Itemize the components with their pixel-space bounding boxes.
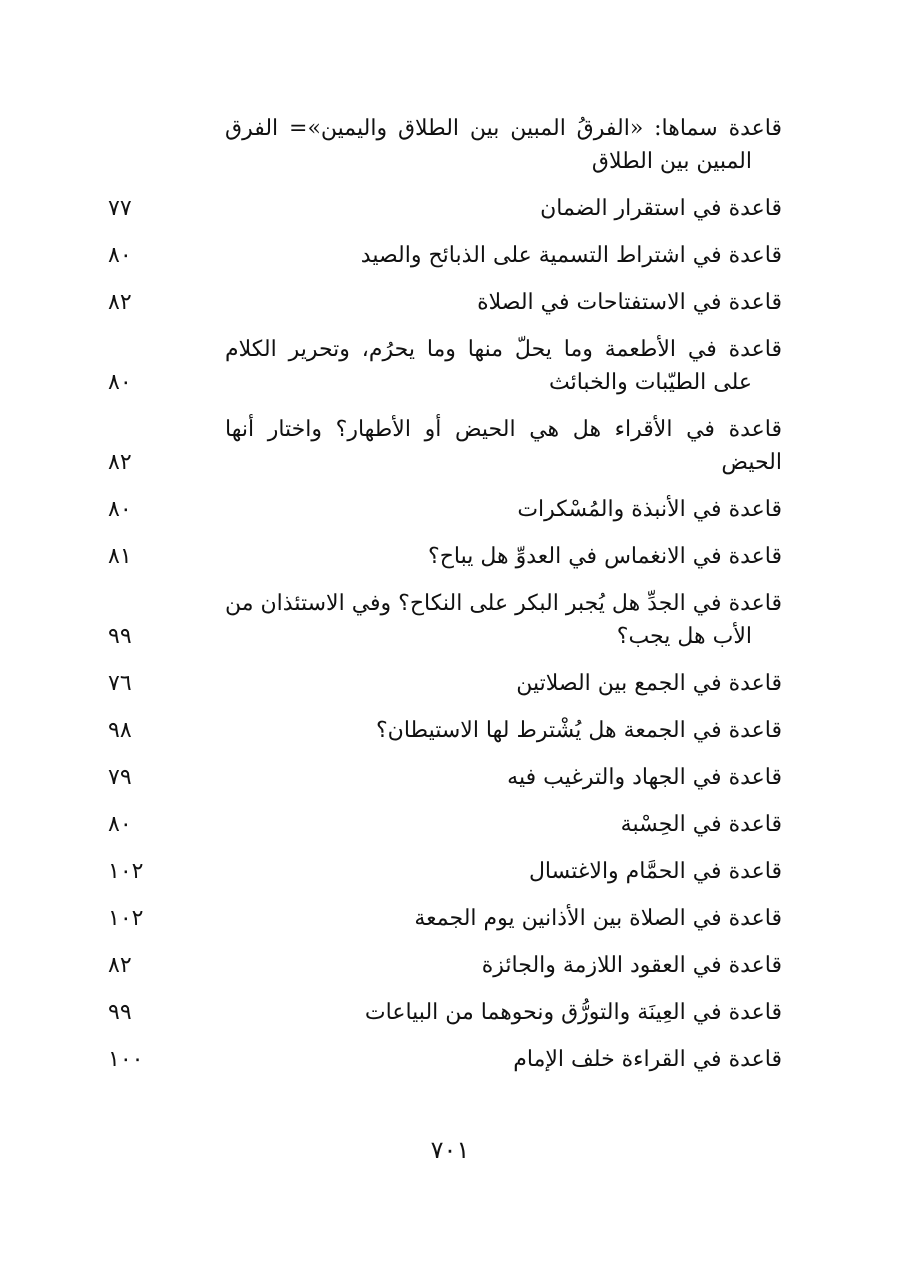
entry-title: قاعدة في الجمع بين الصلاتين xyxy=(516,671,782,696)
entry-page-number: ٨٠ xyxy=(108,370,132,395)
entry-title: قاعدة في اشتراط التسمية على الذبائح والصيد xyxy=(360,243,782,268)
entry-page-number: ٩٩ xyxy=(108,1000,132,1025)
entry-title: قاعدة في العقود اللازمة والجائزة xyxy=(481,953,782,978)
index-entry xyxy=(0,949,782,982)
index-entry xyxy=(0,239,782,272)
entry-page-number: ٧٩ xyxy=(108,765,132,790)
entry-page-number: ٩٨ xyxy=(108,718,132,743)
entry-page-number: ٩٩ xyxy=(108,624,132,649)
entry-page-number: ٨٠ xyxy=(108,243,132,268)
entry-title: قاعدة في القراءة خلف الإمام xyxy=(513,1047,782,1072)
index-entry xyxy=(0,493,782,526)
entry-title: قاعدة في الحِسْبة xyxy=(620,812,782,837)
entry-page-number: ٨٠ xyxy=(108,812,132,837)
entry-title: قاعدة في الجمعة هل يُشْترط لها الاستيطان؟ xyxy=(375,718,782,743)
entry-title: قاعدة في الأنبذة والمُسْكرات xyxy=(517,497,782,522)
index-entry xyxy=(0,192,782,225)
entry-title: قاعدة في الأقراء هل هي الحيض أو الأطهار؟ واختار أنها الحيض xyxy=(225,417,782,475)
entry-page-number: ٨٢ xyxy=(108,290,132,315)
index-entry xyxy=(0,333,782,399)
entry-page-number: ٧٧ xyxy=(108,196,132,221)
index-entry xyxy=(0,112,782,178)
entry-title: قاعدة في الأطعمة وما يحلّ منها وما يحرُم، وتحرير الكلام على الطيّبات والخبائث xyxy=(225,337,782,395)
entry-title: قاعدة في استقرار الضمان xyxy=(540,196,782,221)
footer-page-number: ٧٠١ xyxy=(430,1136,470,1164)
entry-page-number: ٨١ xyxy=(108,544,132,569)
entry-page-number: ١٠٠ xyxy=(108,1047,144,1072)
entry-title: قاعدة في العِينَة والتورُّق ونحوهما من البياعات xyxy=(364,1000,782,1025)
entry-page-number: ٨٢ xyxy=(108,450,132,475)
index-entry xyxy=(0,902,782,935)
entry-page-number: ٨٢ xyxy=(108,953,132,978)
index-entry xyxy=(0,587,782,653)
index-entry xyxy=(0,413,782,479)
entry-page-number: ١٠٢ xyxy=(108,906,144,931)
entry-title: قاعدة سماها: «الفرقُ المبين بين الطلاق واليمين»= الفرق المبين بين الطلاق xyxy=(225,116,782,174)
entry-page-number: ٧٦ xyxy=(108,671,132,696)
entry-title: قاعدة في الجدِّ هل يُجبر البكر على النكاح؟ وفي الاستئذان من الأب هل يجب؟ xyxy=(224,591,782,649)
entry-page-number: ٨٠ xyxy=(108,497,132,522)
index-entry xyxy=(0,714,782,747)
index-entries xyxy=(0,112,900,1090)
entry-title: قاعدة في الصلاة بين الأذانين يوم الجمعة xyxy=(414,906,782,931)
index-entry xyxy=(0,667,782,700)
entry-title: قاعدة في الانغماس في العدوِّ هل يباح؟ xyxy=(428,544,782,569)
entry-title: قاعدة في الاستفتاحات في الصلاة xyxy=(477,290,782,315)
entry-title: قاعدة في الحمَّام والاغتسال xyxy=(528,859,782,884)
entry-page-number: ١٠٢ xyxy=(108,859,144,884)
entry-title: قاعدة في الجهاد والترغيب فيه xyxy=(507,765,782,790)
index-entry xyxy=(0,1043,782,1076)
index-entry xyxy=(0,855,782,888)
index-entry xyxy=(0,996,782,1029)
index-entry xyxy=(0,540,782,573)
index-entry xyxy=(0,808,782,841)
index-entry xyxy=(0,286,782,319)
index-entry xyxy=(0,761,782,794)
